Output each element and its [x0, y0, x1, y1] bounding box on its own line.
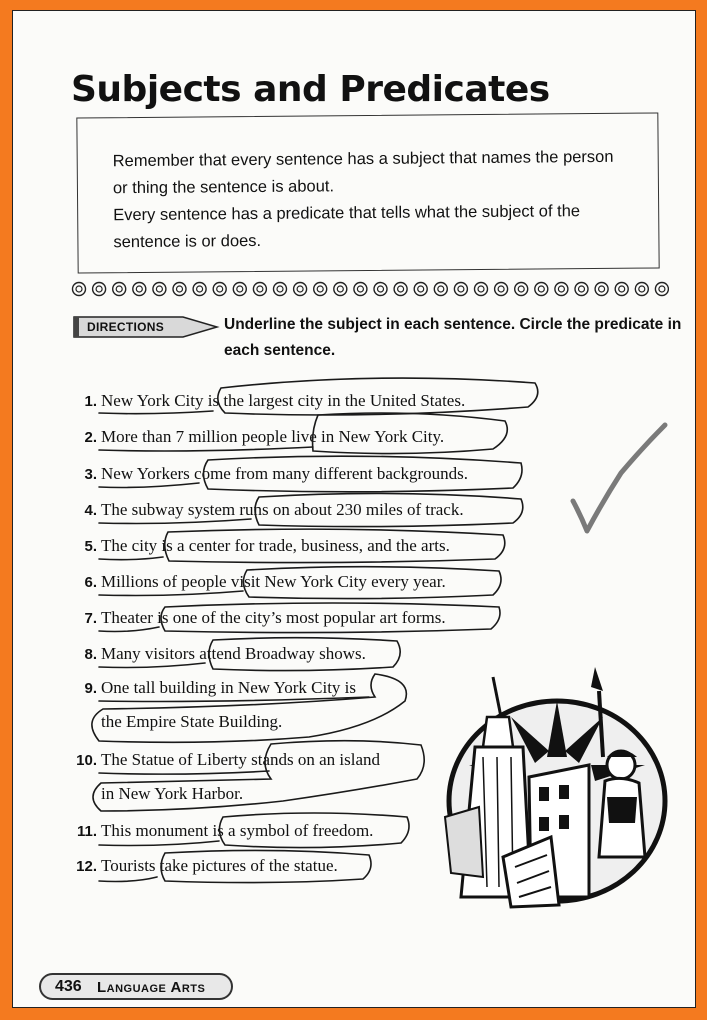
dot-ring-icon: [555, 283, 568, 296]
underline-1: [99, 411, 213, 414]
new-york-illustration: [439, 647, 673, 911]
dot-ring-icon: [73, 283, 86, 296]
sentence-number: 12.: [76, 858, 97, 875]
sentence-text: This monument is a symbol of freedom.: [101, 821, 374, 840]
dot-ring-icon: [454, 283, 467, 296]
rule-line-3: Every sentence has a predicate that tells what the subject of the: [113, 202, 581, 225]
dot-ring-icon: [434, 283, 447, 296]
section-label: Language Arts: [97, 979, 206, 996]
dot-ring-icon: [495, 283, 508, 296]
dot-ring-icon: [475, 283, 488, 296]
dot-ring-icon: [274, 283, 287, 296]
sentence-number: 2.: [84, 429, 97, 446]
page-title: Subjects and Predicates: [71, 69, 550, 110]
dot-ring-icon: [253, 283, 266, 296]
page-number: 436: [55, 978, 82, 995]
sentence-text: New Yorkers come from many different backgrounds.: [101, 464, 468, 483]
sentence-number: 9.: [84, 680, 97, 697]
dot-ring-icon: [515, 283, 528, 296]
sentence-number: 10.: [76, 752, 97, 769]
sentence-text: New York City is the largest city in the United States.: [101, 391, 466, 410]
underline-10: [99, 771, 269, 774]
sentence-number: 1.: [84, 393, 97, 410]
underline-5: [99, 557, 163, 560]
dot-ring-icon: [374, 283, 387, 296]
dot-ring-icon: [354, 283, 367, 296]
worksheet-page: [12, 10, 696, 1008]
sentence-text: More than 7 million people live in New York City.: [101, 427, 445, 446]
dot-ring-icon: [173, 283, 186, 296]
footer-page-tag: [39, 973, 233, 1000]
checkmark-icon: [573, 425, 665, 531]
sentence-text: The city is a center for trade, business, and the arts.: [101, 536, 450, 555]
sentence-number: 11.: [76, 823, 97, 840]
rule-line-1: Remember that every sentence has a subject that names the person: [112, 147, 614, 171]
dot-ring-icon: [655, 283, 668, 296]
dot-ring-icon: [334, 283, 347, 296]
sentence-number: 3.: [84, 466, 97, 483]
underline-12: [99, 877, 157, 882]
sentence-text: Tourists take pictures of the statue.: [101, 856, 338, 875]
dot-ring-icon: [213, 283, 226, 296]
sentence-number: 4.: [84, 502, 97, 519]
dot-ring-icon: [233, 283, 246, 296]
dot-ring-icon: [595, 283, 608, 296]
rule-line-4: sentence is or does.: [113, 231, 262, 252]
dot-ring-icon: [153, 283, 166, 296]
dot-ring-icon: [133, 283, 146, 296]
dot-ring-icon: [575, 283, 588, 296]
dot-ring-icon: [535, 283, 548, 296]
dot-ring-icon: [394, 283, 407, 296]
directions-label: DIRECTIONS: [87, 320, 165, 334]
sentence-number: 5.: [84, 538, 97, 555]
underline-11: [99, 841, 219, 846]
dot-ring-icon: [615, 283, 628, 296]
sentence-text: One tall building in New York City is: [101, 678, 357, 697]
rule-box: [76, 112, 659, 273]
dot-ring-icon: [113, 283, 126, 296]
dot-ring-icon: [414, 283, 427, 296]
sentence-text: Theater is one of the city’s most popular art forms.: [101, 608, 446, 627]
dot-ring-icon: [635, 283, 648, 296]
dot-ring-icon: [93, 283, 106, 296]
sentence-9-continued: the Empire State Building.: [101, 712, 283, 731]
directions-text: Underline the subject in each sentence. Circle the predicate in each sentence.: [224, 316, 682, 359]
sentence-number: 7.: [84, 610, 97, 627]
dot-border-decoration: [69, 279, 669, 299]
sentence-number: 6.: [84, 574, 97, 591]
sentence-text: Millions of people visit New York City every year.: [101, 572, 446, 591]
sentence-text: The Statue of Liberty stands on an island: [101, 750, 381, 769]
dot-ring-icon: [314, 283, 327, 296]
sentence-text: The subway system runs on about 230 miles of track.: [101, 500, 464, 519]
rule-line-2: or thing the sentence is about.: [112, 177, 335, 198]
sentence-number: 8.: [84, 646, 97, 663]
underline-2: [99, 447, 313, 451]
dot-ring-icon: [294, 283, 307, 296]
sentence-10-continued: in New York Harbor.: [101, 784, 244, 803]
dot-ring-icon: [193, 283, 206, 296]
sentence-text: Many visitors attend Broadway shows.: [101, 644, 366, 663]
